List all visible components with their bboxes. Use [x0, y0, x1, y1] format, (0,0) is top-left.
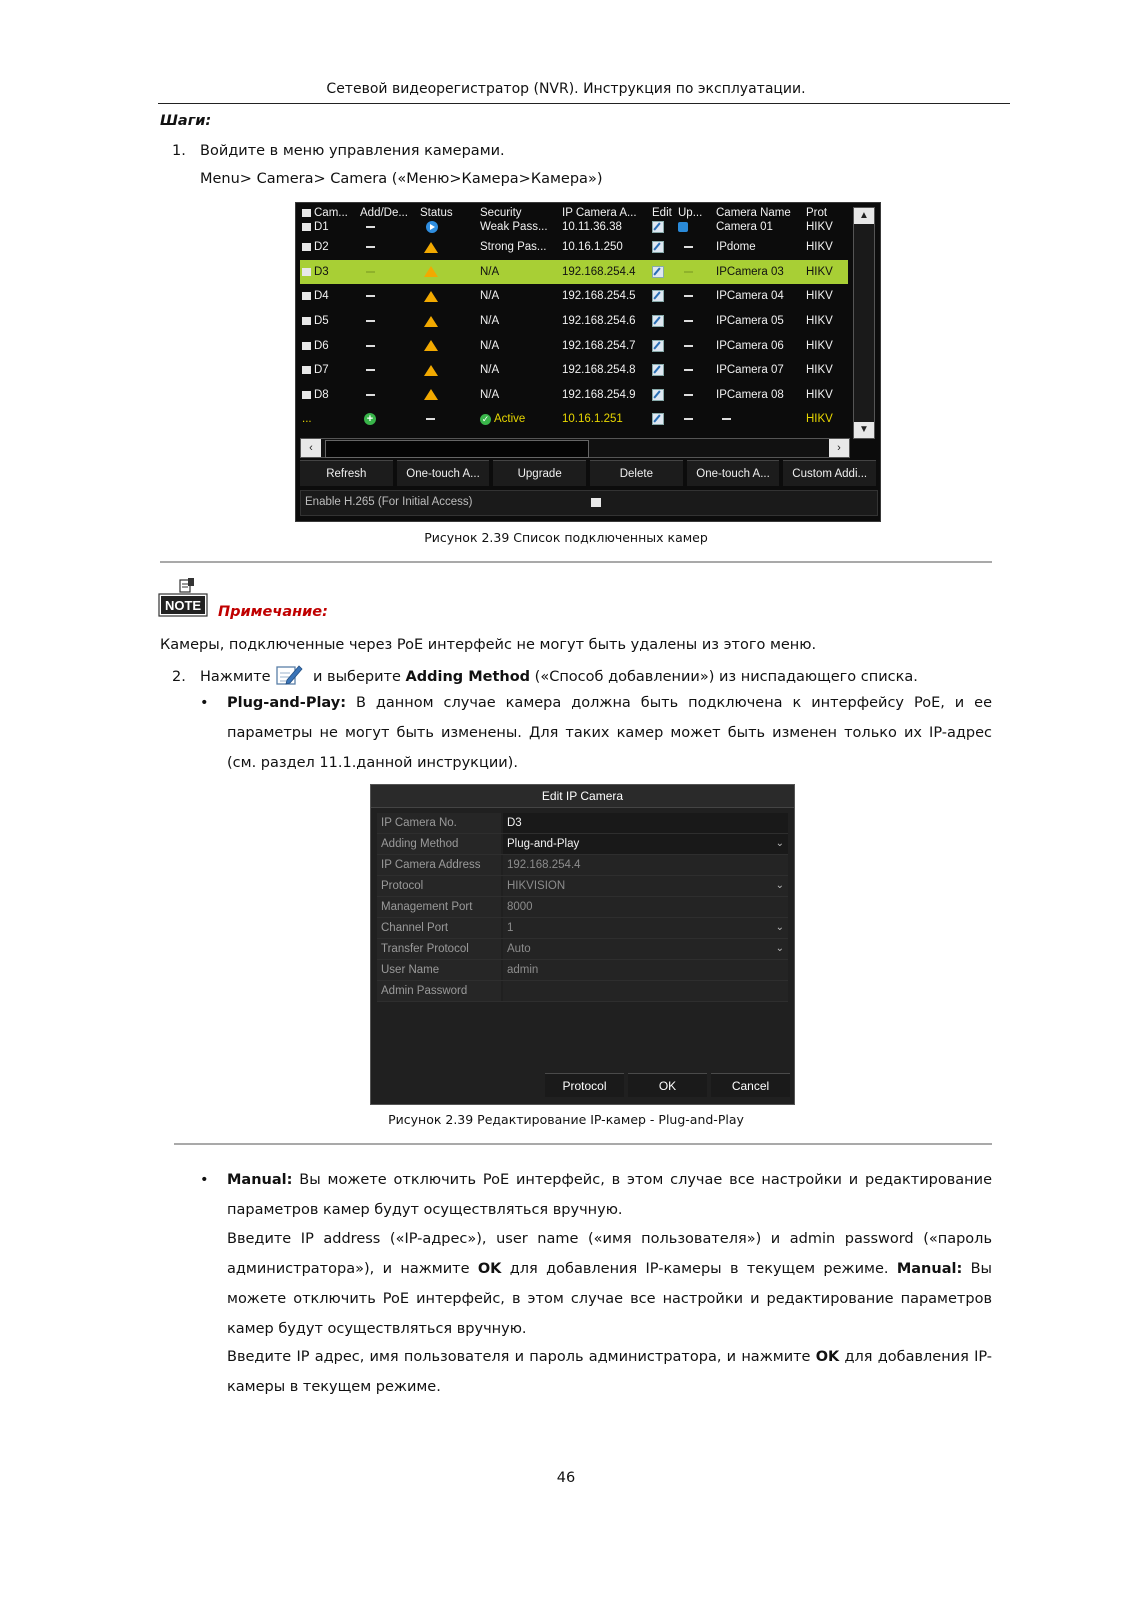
camera-list-panel [295, 202, 881, 522]
edit-icon[interactable] [652, 266, 664, 278]
warning-icon [424, 266, 438, 277]
field-ip-camera-no: IP Camera No. D3 [377, 813, 788, 834]
admin-password-input[interactable] [503, 981, 788, 1001]
horizontal-scrollbar[interactable] [300, 438, 850, 458]
vertical-scrollbar[interactable] [853, 207, 875, 439]
protocol-select[interactable]: HIKVISION ⌄ [503, 876, 788, 896]
table-row[interactable]: D6 N/A 192.168.254.7 IPCamera 06 HIKV [300, 333, 848, 358]
table-row-online[interactable]: ... + ✓ Active 10.16.1.251 HIKV [302, 413, 833, 426]
name-cell: Camera 01 [716, 221, 773, 233]
table-row[interactable] [300, 221, 848, 235]
step1-menu-path: Menu> Camera> Camera («Меню>Камера>Камера») [200, 171, 603, 187]
dash-icon [684, 295, 693, 297]
figure-caption-2: Рисунок 2.39 Редактирование IP-камер - Plug-and-Play [388, 1112, 744, 1127]
user-name-input[interactable]: admin [503, 960, 788, 980]
paragraph-enter-ip: Введите IP адрес, имя пользователя и пароль администратора, и нажмите OK для добавления IP-камеры в текущем режиме. [227, 1349, 993, 1395]
field-ip-address: IP Camera Address 192.168.254.4 [377, 855, 788, 876]
step2-text: и выберите Adding Method («Способ добавлении») из ниспадающего списка. [313, 669, 918, 685]
steps-heading: Шаги: [160, 113, 212, 129]
chevron-down-icon: ⌄ [775, 943, 784, 954]
warning-icon [424, 316, 438, 327]
bullet-manual: Manual: Вы можете отключить PoE интерфейс, в этом случае все настройки и редактирование параметров камер будут осуществляться вручную. [227, 1172, 992, 1218]
dash-icon [684, 394, 693, 396]
warning-icon [424, 242, 438, 253]
document-header: Сетевой видеорегистратор (NVR). Инструкция по эксплуатации. [326, 81, 806, 97]
page-number: 46 [556, 1470, 576, 1486]
management-port-input[interactable]: 8000 [503, 897, 788, 917]
table-row[interactable]: D7 N/A 192.168.254.8 IPCamera 07 HIKV [300, 358, 848, 383]
dash-icon [684, 345, 693, 347]
field-channel-port: Channel Port 1 ⌄ [377, 918, 788, 939]
col-header-status[interactable]: Status [420, 207, 453, 219]
dash-icon [684, 320, 693, 322]
dash-icon [366, 369, 375, 371]
col-header-upgrade[interactable]: Up... [678, 207, 703, 219]
camera-table [300, 207, 848, 432]
chevron-down-icon: ⌄ [775, 880, 784, 891]
field-admin-password: Admin Password [377, 981, 788, 1002]
h265-checkbox[interactable] [591, 498, 601, 507]
edit-icon[interactable] [652, 221, 664, 233]
note-icon-text: NOTE [164, 598, 202, 613]
upgrade-button[interactable]: Upgrade [493, 460, 586, 486]
edit-ip-camera-dialog [370, 784, 795, 1105]
dash-icon [366, 226, 375, 228]
edit-icon[interactable] [652, 413, 664, 425]
dash-icon [684, 246, 693, 248]
edit-icon[interactable] [652, 364, 664, 376]
scroll-up-icon[interactable]: ▲ [854, 208, 874, 224]
step2-number: 2. [172, 669, 186, 685]
cancel-button[interactable]: Cancel [711, 1073, 790, 1097]
table-row[interactable]: D8 N/A 192.168.254.9 IPCamera 08 HIKV [300, 383, 848, 408]
table-row[interactable]: D4 N/A 192.168.254.5 IPCamera 04 HIKV [300, 284, 848, 309]
transfer-protocol-select[interactable]: Auto ⌄ [503, 939, 788, 959]
field-management-port: Management Port 8000 [377, 897, 788, 918]
note-text: Камеры, подключенные через PoE интерфейс не могут быть удалены из этого меню. [160, 637, 817, 653]
adding-method-term: Adding Method [405, 669, 531, 685]
field-protocol: Protocol HIKVISION ⌄ [377, 876, 788, 897]
ip-address-input[interactable]: 192.168.254.4 [503, 855, 788, 875]
table-row[interactable]: D2 Strong Pas... 10.16.1.250 IPdome HIKV [300, 235, 848, 260]
dash-icon [366, 320, 375, 322]
ip-camera-no-value: D3 [503, 813, 788, 833]
delete-button[interactable]: Delete [590, 460, 683, 486]
step1-number: 1. [172, 143, 186, 159]
scroll-right-icon[interactable]: › [829, 439, 849, 457]
header-rule [158, 103, 1010, 104]
camera-list-toolbar [300, 460, 876, 486]
dash-icon [366, 394, 375, 396]
dialog-buttons [545, 1073, 790, 1097]
section-rule [160, 561, 992, 563]
protocol-cell: HIKV [806, 221, 833, 233]
adding-method-select[interactable]: Plug-and-Play ⌄ [503, 834, 788, 854]
row-checkbox[interactable] [302, 223, 311, 231]
row-checkbox[interactable] [302, 268, 311, 276]
edit-icon[interactable] [652, 290, 664, 302]
dash-icon [684, 369, 693, 371]
figure-caption-1: Рисунок 2.39 Список подключенных камер [424, 530, 708, 545]
table-row-selected[interactable]: D3 N/A 192.168.254.4 IPCamera 03 HIKV [300, 260, 848, 285]
cam-id: D1 [314, 221, 329, 233]
col-header-edit[interactable]: Edit [652, 207, 672, 219]
dash-icon [426, 418, 435, 420]
one-touch-activate-button[interactable]: One-touch A... [397, 460, 490, 486]
edit-icon[interactable] [652, 340, 664, 352]
col-header-protocol[interactable]: Prot [806, 207, 828, 219]
edit-icon [275, 663, 303, 687]
row-checkbox[interactable] [302, 317, 311, 325]
protocol-button[interactable]: Protocol [545, 1073, 624, 1097]
h265-option-row [300, 490, 878, 516]
play-status-icon[interactable] [426, 221, 438, 233]
edit-icon[interactable] [652, 315, 664, 327]
dash-icon [684, 418, 693, 420]
bullet-dot: • [200, 695, 209, 711]
ok-button[interactable]: OK [628, 1073, 707, 1097]
edit-icon[interactable] [652, 241, 664, 253]
warning-icon [424, 340, 438, 351]
field-adding-method: Adding Method Plug-and-Play ⌄ [377, 834, 788, 855]
warning-icon [424, 389, 438, 400]
field-user-name: User Name admin [377, 960, 788, 981]
row-checkbox[interactable] [302, 342, 311, 350]
camera-table-header [300, 207, 848, 221]
dash-icon [366, 345, 375, 347]
table-row[interactable]: D5 N/A 192.168.254.6 IPCamera 05 HIKV [300, 309, 848, 334]
dialog-fields [377, 813, 788, 1002]
upgrade-icon[interactable] [678, 222, 688, 232]
col-header-cam[interactable]: Cam... [300, 207, 358, 221]
row-checkbox[interactable] [302, 243, 311, 251]
warning-icon [424, 291, 438, 302]
one-touch-adding-button[interactable]: One-touch A... [687, 460, 780, 486]
active-check-icon: ✓ [481, 413, 490, 424]
scroll-thumb[interactable] [325, 440, 589, 458]
row-checkbox[interactable] [302, 391, 311, 399]
select-all-checkbox[interactable] [302, 209, 311, 217]
row-checkbox[interactable] [302, 292, 311, 300]
note-label: Примечание: [218, 604, 328, 620]
step2-before-icon: Нажмите [200, 669, 271, 685]
dash-icon [366, 271, 375, 273]
dash-icon [684, 271, 693, 273]
dash-icon [722, 418, 731, 420]
col-header-security[interactable]: Security [480, 207, 522, 219]
h265-label: Enable H.265 (For Initial Access) [305, 496, 473, 508]
section-rule [174, 1143, 992, 1145]
paragraph-enter-credentials: Введите IP address («IP-адрес»), user name («имя пользователя») и admin password («пароль администратора»), и нажмите OK для добавления IP-камеры в текущем режиме. Manual: Вы можете отключить PoE интерфейс, в этом случае все настройки и редактирование параметров камер будут осуществляться вручную. [227, 1231, 993, 1337]
dash-icon [366, 295, 375, 297]
scroll-left-icon[interactable]: ‹ [301, 439, 321, 457]
step1-text: Войдите в меню управления камерами. [200, 143, 505, 159]
edit-icon[interactable] [652, 389, 664, 401]
chevron-down-icon: ⌄ [775, 838, 784, 849]
col-header-camera-name[interactable]: Camera Name [716, 207, 791, 219]
refresh-button[interactable]: Refresh [300, 460, 393, 486]
bullet-plug-and-play: Plug-and-Play: В данном случае камера должна быть подключена к интерфейсу PoE, и ее параметры не могут быть изменены. Для таких камер может быть изменен только их IP-адрес (см. раздел 11.1.данной инструкции). [227, 695, 993, 771]
row-checkbox[interactable] [302, 366, 311, 374]
scroll-down-icon[interactable]: ▼ [854, 422, 874, 438]
dash-icon [366, 246, 375, 248]
col-header-add-delete[interactable]: Add/De... [360, 207, 408, 219]
chevron-down-icon: ⌄ [775, 922, 784, 933]
security-cell: Weak Pass... [480, 221, 548, 233]
add-camera-icon[interactable]: + [364, 413, 376, 425]
channel-port-select[interactable]: 1 ⌄ [503, 918, 788, 938]
warning-icon [424, 365, 438, 376]
ip-cell: 10.11.36.38 [562, 221, 622, 233]
col-header-ip-address[interactable]: IP Camera A... [562, 207, 637, 219]
dialog-title: Edit IP Camera [371, 785, 794, 808]
custom-adding-button[interactable]: Custom Addi... [783, 460, 876, 486]
bullet-dot: • [200, 1172, 209, 1188]
field-transfer-protocol: Transfer Protocol Auto ⌄ [377, 939, 788, 960]
